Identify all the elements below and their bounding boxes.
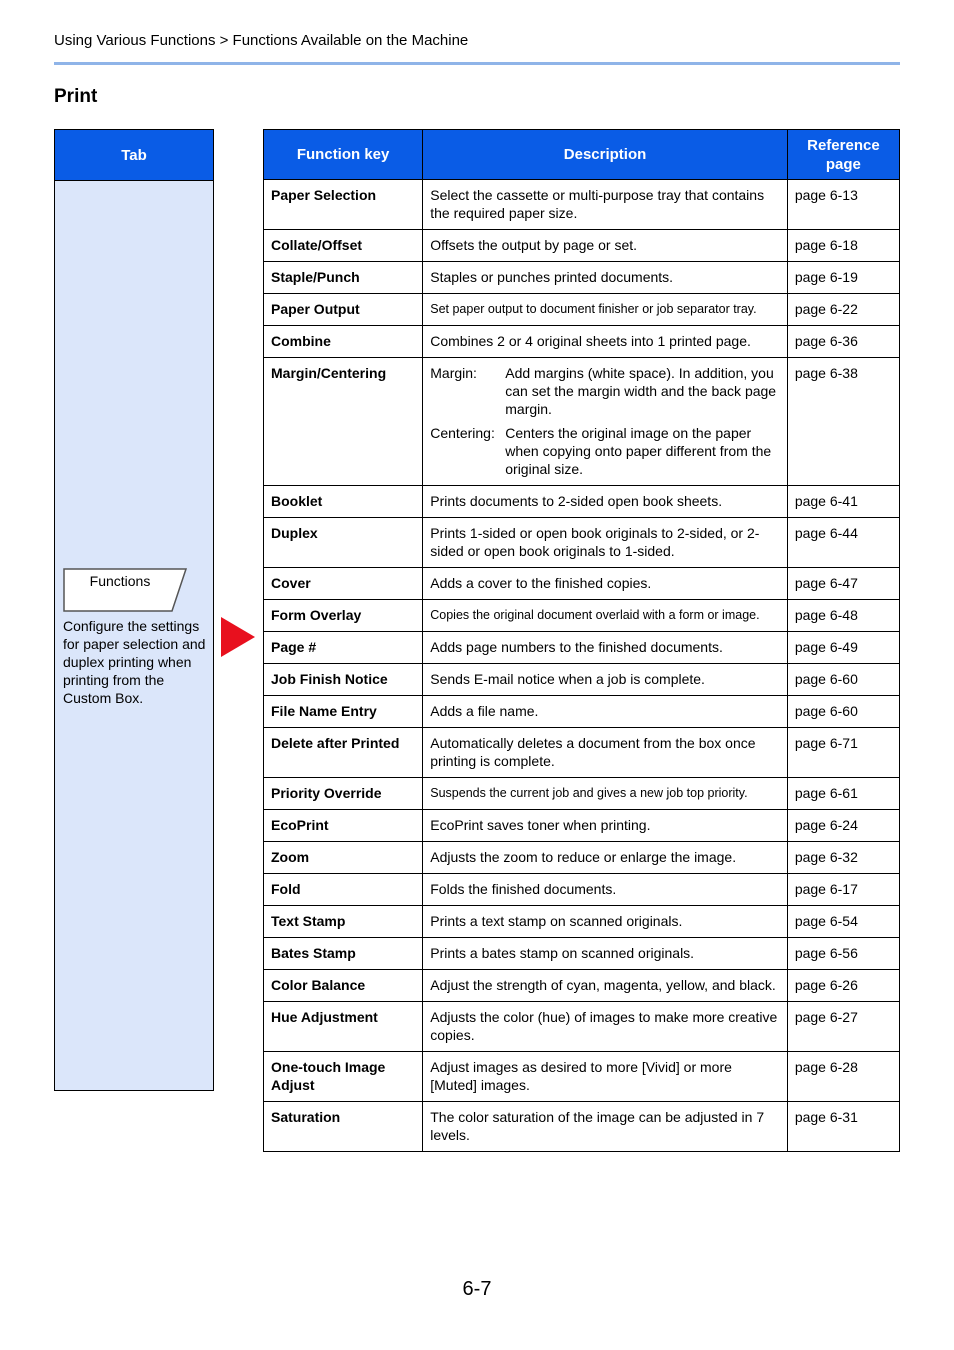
function-key: One-touch Image Adjust [264,1052,423,1102]
reference-page: page 6-27 [787,1002,899,1052]
page-number: 6-7 [462,1278,492,1300]
reference-page: page 6-36 [787,326,899,358]
function-key: Collate/Offset [264,230,423,262]
reference-page: page 6-41 [787,486,899,518]
function-key: Saturation [264,1102,423,1152]
function-description: Prints a text stamp on scanned originals. [423,906,788,938]
reference-page: page 6-61 [787,778,899,810]
function-key: File Name Entry [264,696,423,728]
table-row [264,262,900,294]
function-key: Booklet [264,486,423,518]
function-key: Cover [264,568,423,600]
reference-page: page 6-47 [787,568,899,600]
function-description: Adjusts the zoom to reduce or enlarge the image. [423,842,788,874]
function-description: Copies the original document overlaid with a form or image. [423,600,788,632]
function-key: Combine [264,326,423,358]
function-description: EcoPrint saves toner when printing. [423,810,788,842]
function-key: Hue Adjustment [264,1002,423,1052]
centering-label: Centering: [430,425,495,441]
function-description: Adjust the strength of cyan, magenta, yellow, and black. [423,970,788,1002]
function-description: Adjust images as desired to more [Vivid] or more [Muted] images. [423,1052,788,1102]
functions-tab-label: Functions [89,573,151,589]
table-row [264,906,900,938]
table-row [264,778,900,810]
function-description: Combines 2 or 4 original sheets into 1 printed page. [423,326,788,358]
column-header-description: Description [423,130,788,180]
function-key: Form Overlay [264,600,423,632]
table-row [264,1002,900,1052]
table-row [264,568,900,600]
function-description: Prints documents to 2-sided open book sheets. [423,486,788,518]
function-description: Suspends the current job and gives a new job top priority. [423,778,788,810]
table-row [264,1102,900,1152]
margin-entry [430,364,780,418]
function-description [423,358,788,486]
function-description: Staples or punches printed documents. [423,262,788,294]
reference-page: page 6-60 [787,696,899,728]
function-description: Adds a file name. [423,696,788,728]
table-row [264,938,900,970]
function-description: Adjusts the color (hue) of images to make more creative copies. [423,1002,788,1052]
function-key: Priority Override [264,778,423,810]
function-description: Adds page numbers to the finished documents. [423,632,788,664]
table-row [264,874,900,906]
function-description: The color saturation of the image can be adjusted in 7 levels. [423,1102,788,1152]
function-description: Offsets the output by page or set. [423,230,788,262]
table-row [264,518,900,568]
reference-page: page 6-60 [787,664,899,696]
reference-page: page 6-18 [787,230,899,262]
table-row [264,1052,900,1102]
function-description: Automatically deletes a document from the box once printing is complete. [423,728,788,778]
breadcrumb: Using Various Functions > Functions Available on the Machine [54,32,469,49]
table-header-row [264,130,900,180]
function-key: Paper Selection [264,180,423,230]
function-key: Margin/Centering [264,358,423,486]
function-description: Prints 1-sided or open book originals to 2-sided, or 2-sided or open book originals to 1-sided. [423,518,788,568]
function-key: Page # [264,632,423,664]
centering-entry [430,424,780,478]
table-row [264,358,900,486]
margin-text: Add margins (white space). In addition, you can set the margin width and the back page margin. [505,365,777,417]
function-key: Staple/Punch [264,262,423,294]
function-key: EcoPrint [264,810,423,842]
reference-page: page 6-71 [787,728,899,778]
arrow-right-icon [221,617,255,657]
column-header-function-key: Function key [264,130,423,180]
function-key-table [263,129,900,1152]
tab-column-header: Tab [55,130,213,181]
tab-description: Configure the settings for paper selection and duplex printing when printing from the Custom Box. [63,618,206,706]
section-title: Print [54,86,98,107]
reference-page: page 6-19 [787,262,899,294]
reference-page: page 6-56 [787,938,899,970]
function-description: Prints a bates stamp on scanned originals. [423,938,788,970]
reference-page: page 6-38 [787,358,899,486]
reference-page: page 6-32 [787,842,899,874]
table-row [264,294,900,326]
reference-page: page 6-17 [787,874,899,906]
reference-page: page 6-44 [787,518,899,568]
function-key: Text Stamp [264,906,423,938]
table-row [264,842,900,874]
table-row [264,180,900,230]
function-key: Bates Stamp [264,938,423,970]
table-row [264,810,900,842]
table-row [264,696,900,728]
function-key: Zoom [264,842,423,874]
function-key: Delete after Printed [264,728,423,778]
column-header-reference: Reference page [787,130,899,180]
function-key: Paper Output [264,294,423,326]
table-row [264,230,900,262]
tab-column [54,129,214,1091]
table-row [264,632,900,664]
margin-label: Margin: [430,365,477,381]
reference-page: page 6-22 [787,294,899,326]
function-key: Fold [264,874,423,906]
reference-page: page 6-54 [787,906,899,938]
function-key: Job Finish Notice [264,664,423,696]
table-row [264,664,900,696]
table-row [264,970,900,1002]
table-row [264,728,900,778]
centering-text: Centers the original image on the paper when copying onto paper different from the original size. [505,425,772,477]
table-row [264,600,900,632]
table-row [264,326,900,358]
function-key: Color Balance [264,970,423,1002]
reference-page: page 6-48 [787,600,899,632]
table-row [264,486,900,518]
function-description: Sends E-mail notice when a job is complete. [423,664,788,696]
reference-page: page 6-31 [787,1102,899,1152]
function-description: Folds the finished documents. [423,874,788,906]
reference-page: page 6-13 [787,180,899,230]
reference-page: page 6-49 [787,632,899,664]
function-description: Adds a cover to the finished copies. [423,568,788,600]
reference-page: page 6-28 [787,1052,899,1102]
header-rule [54,62,900,65]
function-key: Duplex [264,518,423,568]
reference-page: page 6-24 [787,810,899,842]
reference-page: page 6-26 [787,970,899,1002]
function-description: Select the cassette or multi-purpose tray that contains the required paper size. [423,180,788,230]
functions-tab-button[interactable] [63,568,185,610]
function-description: Set paper output to document finisher or job separator tray. [423,294,788,326]
